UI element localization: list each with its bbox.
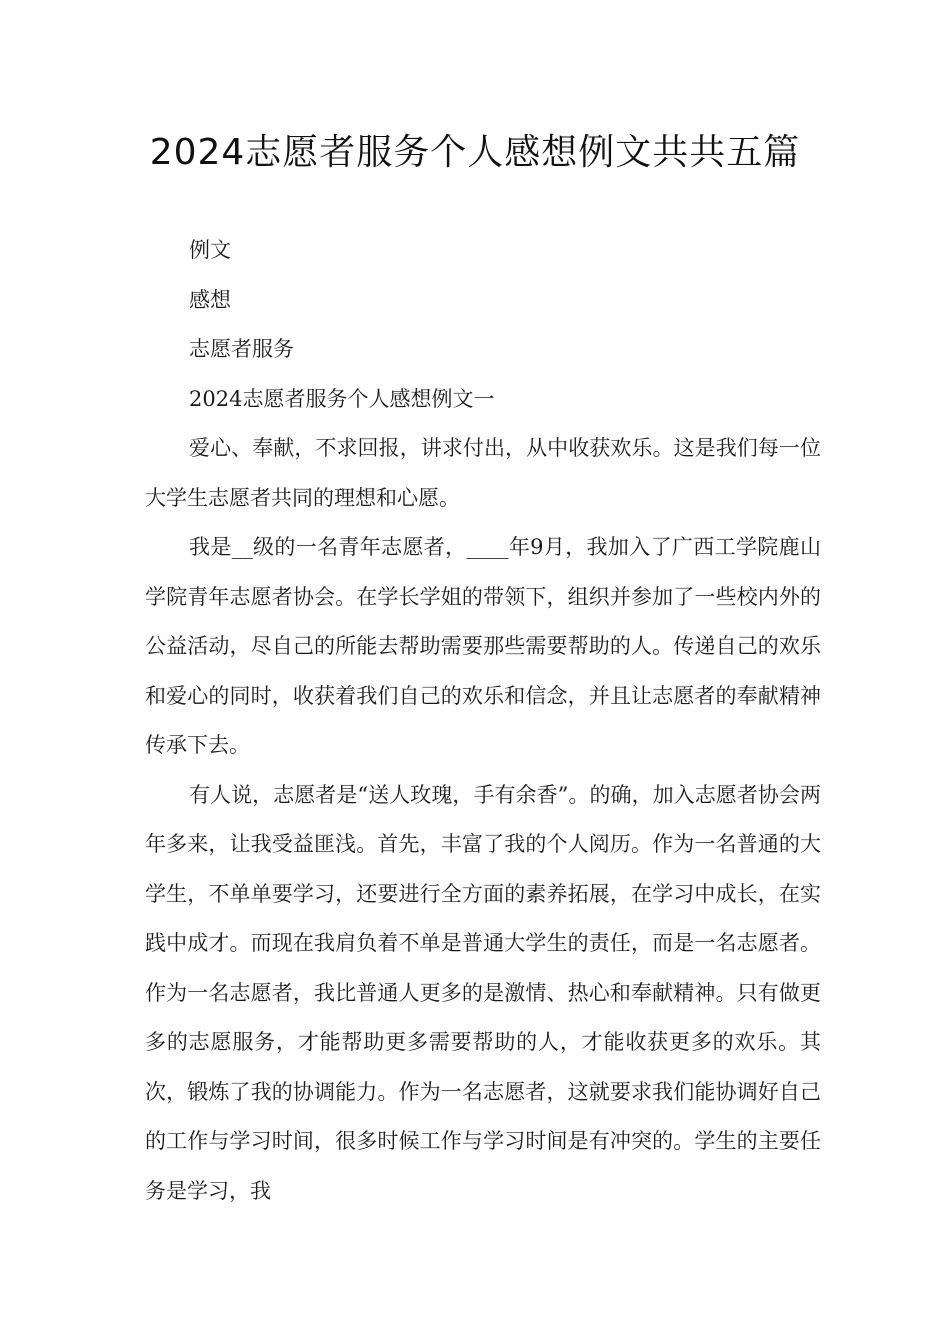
keyword-line: 志愿者服务 (189, 337, 294, 361)
document-title: 2024志愿者服务个人感想例文共共五篇 (149, 132, 801, 173)
paragraph: 有人说，志愿者是“送人玫瑰，手有余香”。的确，加入志愿者协会两年多来，让我受益匪浅。首先，丰富了我的个人阅历。作为一名普通的大学生，不单单要学习，还要进行全方面的素养拓展，在学习中成长，在实践中成才。而现在我肩负着不单是普通大学生的责任，而是一名志愿者。作为一名志愿者，我比普通人更多的是激情、热心和奉献精神。只有做更多的志愿服务，才能帮助更多需要帮助的人，才能收获更多的欢乐。其次，锻炼了我的协调能力。作为一名志愿者，这就要求我们能协调好自己的工作与学习时间，很多时候工作与学习时间是有冲突的。学生的主要任务是学习，我 (145, 782, 821, 1203)
paragraph: 我是__级的一名青年志愿者，____年9月，我加入了广西工学院鹿山学院青年志愿者协会。在学长学姐的带领下，组织并参加了一些校内外的公益活动，尽自己的所能去帮助需要那些需要帮助的人。传递自己的欢乐和爱心的同时，收获着我们自己的欢乐和信念，并且让志愿者的奉献精神传承下去。 (145, 535, 821, 757)
section-subheading: 2024志愿者服务个人感想例文一 (189, 386, 495, 411)
document-body (145, 226, 821, 1216)
keyword-line: 感想 (189, 287, 231, 312)
paragraph: 爱心、奉献，不求回报，讲求付出，从中收获欢乐。这是我们每一位大学生志愿者共同的理想和心愿。 (145, 436, 821, 510)
keyword-line: 例文 (189, 238, 231, 262)
